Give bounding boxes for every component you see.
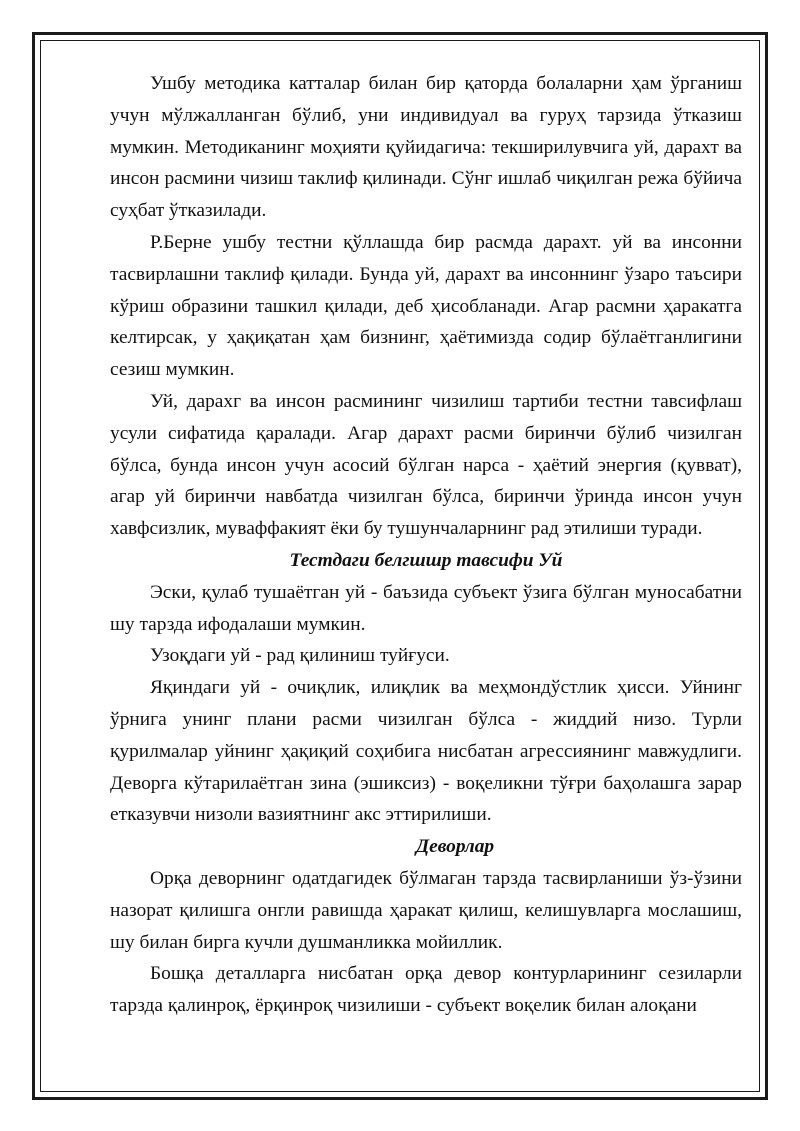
heading-walls: Деворлар [415,836,495,858]
paragraph-back-wall: Орқа деворнинг одатдагидек бўлмаган тарзда тасвирланиши ўз-ўзини назорат қилишга онгли равишда ҳаракат қилиш, келишувларга мослашиш, шу билан бирга кучли душманликка мойиллик. [110,867,742,953]
paragraph-near-house: Яқиндаги уй - очиқлик, илиқлик ва меҳмондўстлик ҳисси. Уйнинг ўрнига унинг плани расми чизилган бўлса - жиддий низо. Турли қурилмалар уйнинг ҳақиқий соҳибига нисбатан агрессиянинг мавжудлиги. Деворга кўтарилаётган зина (эшиксиз) - воқеликни тўғри баҳолашга зарар етказувчи низоли вазиятнинг акс эттирилиши. [110,677,742,826]
paragraph-drawing-order: Уй, дарахг ва инсон расмининг чизилиш тартиби тестни тавсифлаш усули сифатида қаралади. Агар дарахт расми биринчи бўлиб чизилган бўлса, бунда инсон учун асосий бўлган нарса - ҳаётий энергия (қувват), агар уй биринчи навбатда чизилган бўлса, биринчи ўринда инсон учун хавфсизлик, муваффакият ёки бу тушунчаларнинг рад этилиши туради. [110,390,742,540]
document-body [110,68,742,1022]
paragraph-berne: Р.Берне ушбу тестни қўллашда бир расмда дарахт. уй ва инсонни тасвирлашни таклиф қилади. Бунда уй, дарахт ва инсоннинг ўзаро таъсири кўриш образини ташкил қилади, деб ҳисобланади. Агар расмни ҳаракатга келтирсак, у ҳақиқатан ҳам бизнинг, ҳаётимизда содир бўлаётганлигини сезиш мумкин. [110,231,742,381]
heading-house: Тестдаги белгшшр тавсифи Уй [289,549,563,571]
paragraph-old-house: Эски, қулаб тушаётган уй - баъзида субъект ўзига бўлган муносабатни шу тарзда ифодалаши мумкин. [110,581,742,635]
paragraph-back-wall-contours: Бошқа деталларга нисбатан орқа девор контурларининг сезиларли тарзда қалинроқ, ёрқинроқ чизилиши - субъект воқелик билан алоқани [110,963,742,1017]
paragraph-methodology: Ушбу методика катталар билан бир қаторда болаларни ҳам ўрганиш учун мўлжалланган бўлиб, уни индивидуал ва гуруҳ тарзида ўтказиш мумкин. Методиканинг моҳияти қуйидагича: текширилувчига уй, дарахт ва инсон расмини чизиш таклиф қилинади. Сўнг ишлаб чиқилган режа бўйича суҳбат ўтказилади. [110,73,742,222]
paragraph-distant-house: Узоқдаги уй - рад қилиниш туйғуси. [150,645,450,667]
